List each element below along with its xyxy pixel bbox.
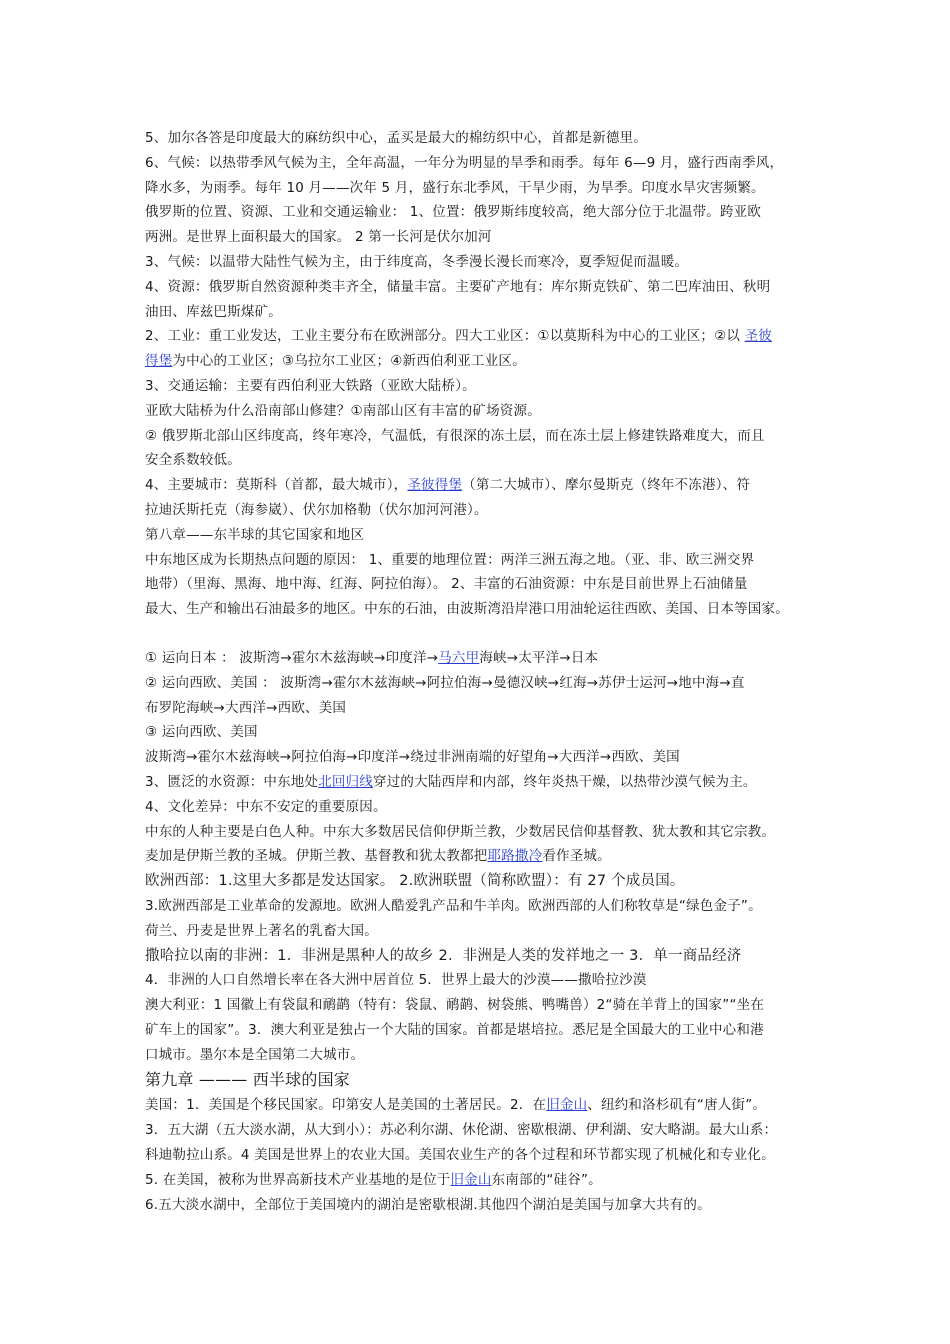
text-line: 布罗陀海峡→大西洋→西欧、美国 bbox=[145, 699, 347, 716]
hyperlink[interactable]: 圣彼得堡 bbox=[407, 477, 463, 494]
text-line: 油田、库兹巴斯煤矿。 bbox=[145, 303, 282, 320]
text-segment: 4、主要城市：莫斯科（首都，最大城市）， bbox=[145, 477, 408, 494]
text-line bbox=[145, 770, 815, 795]
hyperlink[interactable]: 旧金山 bbox=[546, 1097, 588, 1114]
text-line: ③ 运向西欧、美国 bbox=[145, 724, 258, 741]
text-line bbox=[145, 473, 815, 498]
text-segment: 3、匮泛的水资源：中东地处 bbox=[145, 773, 319, 790]
hyperlink[interactable]: 圣彼 bbox=[744, 328, 772, 345]
text-line: 两洲。是世界上面积最大的国家。 2 第一长河是伏尔加河 bbox=[145, 229, 492, 246]
text-line: 3、交通运输：主要有西伯利亚大铁路（亚欧大陆桥）。 bbox=[145, 377, 476, 394]
hyperlink[interactable]: 耶路撒冷 bbox=[487, 848, 543, 865]
text-line: 中东地区成为长期热点问题的原因： 1、重要的地理位置：两洋三洲五海之地。（亚、非、欧三洲交界 bbox=[145, 551, 755, 568]
text-line: 亚欧大陆桥为什么沿南部山修建？①南部山区有丰富的矿场资源。 bbox=[145, 402, 541, 419]
text-segment: 海峡→太平洋→日本 bbox=[479, 649, 599, 666]
text-line: 中东的人种主要是白色人种。中东大多数居民信仰伊斯兰教，少数居民信仰基督教、犹太教和其它宗教。 bbox=[145, 823, 776, 840]
text-line bbox=[145, 324, 815, 349]
text-line: 口城市。墨尔本是全国第二大城市。 bbox=[145, 1046, 365, 1063]
text-line: 4、文化差异：中东不安定的重要原因。 bbox=[145, 798, 387, 815]
text-line: 荷兰、丹麦是世界上著名的乳畜大国。 bbox=[145, 922, 378, 939]
text-line: 4、资源：俄罗斯自然资源种类丰齐全，储量丰富。主要矿产地有：库尔斯克铁矿、第二巴库油田、秋明 bbox=[145, 278, 771, 295]
text-segment: （第二大城市）、摩尔曼斯克（终年不冻港）、符 bbox=[462, 477, 751, 494]
text-line: 5、加尔各答是印度最大的麻纺织中心，孟买是最大的棉纺织中心，首都是新德里。 bbox=[145, 130, 647, 146]
text-segment: ① 运向日本 ： 波斯湾→霍尔木兹海峡→印度洋→ bbox=[145, 649, 439, 666]
text-line: 俄罗斯的位置、资源、工业和交通运输业： 1、位置：俄罗斯纬度较高，绝大部分位于北温带。跨亚欧 bbox=[145, 204, 762, 221]
text-segment: 麦加是伊斯兰教的圣城。伊斯兰教、基督教和犹太教都把 bbox=[145, 848, 488, 865]
text-line: 拉迪沃斯托克（海参崴）、伏尔加格勒（伏尔加河河港）。 bbox=[145, 501, 488, 518]
text-line: 波斯湾→霍尔木兹海峡→阿拉伯海→印度洋→绕过非洲南端的好望角→大西洋→西欧、美国 bbox=[145, 749, 680, 766]
text-segment: 2、工业：重工业发达，工业主要分布在欧洲部分。四大工业区：①以莫斯科为中心的工业区；②以 bbox=[145, 328, 745, 345]
text-line bbox=[145, 349, 815, 374]
text-line: 4．非洲的人口自然增长率在各大洲中居首位 5．世界上最大的沙漠——撒哈拉沙漠 bbox=[145, 972, 647, 989]
text-segment: 穿过的大陆西岸和内部，终年炎热干燥，以热带沙漠气候为主。 bbox=[373, 773, 757, 790]
text-line: 6、气候：以热带季风气候为主，全年高温，一年分为明显的旱季和雨季。每年 6—9 月，盛行西南季风， bbox=[145, 154, 784, 171]
text-line: 3.欧洲西部是工业革命的发源地。欧洲人酷爱乳产品和牛羊肉。欧洲西部的人们称牧草是“绿色金子”。 bbox=[145, 897, 762, 914]
text-line: 地带）（里海、黑海、地中海、红海、阿拉伯海）。 2、丰富的石油资源：中东是目前世界上石油储量 bbox=[145, 576, 748, 593]
hyperlink[interactable]: 得堡 bbox=[145, 353, 173, 370]
text-line: 降水多，为雨季。每年 10 月——次年 5 月，盛行东北季风，干旱少雨，为旱季。印度水旱灾害频繁。 bbox=[145, 179, 765, 196]
text-line: 澳大利亚：1 国徽上有袋鼠和鸸鹋（特有：袋鼠、鸸鹋、树袋熊、鸭嘴兽）2“骑在羊背上的国家”“坐在 bbox=[145, 997, 765, 1014]
text-segment: 看作圣城。 bbox=[542, 848, 611, 865]
text-line bbox=[145, 1168, 815, 1193]
text-line: 6.五大淡水湖中，全部位于美国境内的湖泊是密歇根湖.其他四个湖泊是美国与加拿大共有的。 bbox=[145, 1196, 711, 1213]
text-line: 矿车上的国家”。3．澳大利亚是独占一个大陆的国家。首都是堪培拉。悉尼是全国最大的工业中心和港 bbox=[145, 1021, 764, 1038]
text-segment: 、纽约和洛杉矶有“唐人街”。 bbox=[587, 1097, 767, 1114]
text-line: 3．五大湖（五大淡水湖，从大到小）：苏必利尔湖、休伦湖、密歇根湖、伊利湖、安大略湖。最大山系： bbox=[145, 1122, 778, 1139]
text-line: ② 俄罗斯北部山区纬度高，终年寒冷，气温低，有很深的冻土层，而在冻土层上修建铁路难度大，而且 bbox=[145, 427, 765, 444]
text-line: 3、气候：以温带大陆性气候为主，由于纬度高，冬季漫长漫长而寒冷，夏季短促而温暖。 bbox=[145, 253, 689, 270]
text-line: 撒哈拉以南的非洲：1．非洲是黑种人的故乡 2．非洲是人类的发祥地之一 3．单一商品经济 bbox=[145, 947, 742, 964]
chapter-heading: 第九章 ——— 西半球的国家 bbox=[145, 1070, 350, 1090]
text-line: 安全系数较低。 bbox=[145, 452, 241, 469]
text-line: 最大、生产和输出石油最多的地区。中东的石油，由波斯湾沿岸港口用油轮运往西欧、美国、日本等国家。 bbox=[145, 601, 789, 618]
hyperlink[interactable]: 马六甲 bbox=[438, 649, 480, 666]
text-segment: 为中心的工业区；③乌拉尔工业区；④新西伯利亚工业区。 bbox=[172, 353, 526, 370]
hyperlink[interactable]: 北回归线 bbox=[318, 773, 374, 790]
text-segment: 美国：1．美国是个移民国家。印第安人是美国的土著居民。2．在 bbox=[145, 1097, 547, 1114]
text-segment: 东南部的“硅谷”。 bbox=[491, 1171, 602, 1188]
text-line bbox=[145, 1093, 815, 1118]
hyperlink[interactable]: 旧金山 bbox=[450, 1171, 492, 1188]
text-line: ② 运向西欧、美国 ： 波斯湾→霍尔木兹海峡→阿拉伯海→曼德汉峡→红海→苏伊士运河→地中海→直 bbox=[145, 674, 745, 691]
text-line: 第八章——东半球的其它国家和地区 bbox=[145, 526, 365, 543]
text-line: 科迪勒拉山系。4 美国是世界上的农业大国。美国农业生产的各个过程和环节都实现了机械化和专业化。 bbox=[145, 1147, 775, 1164]
document-body bbox=[145, 126, 815, 1217]
text-segment: 5. 在美国，被称为世界高新技术产业基地的是位于 bbox=[145, 1171, 451, 1188]
text-line bbox=[145, 646, 815, 671]
text-line: 欧洲西部：1.这里大多都是发达国家。 2.欧洲联盟（简称欧盟）：有 27 个成员国。 bbox=[145, 873, 685, 890]
text-line bbox=[145, 844, 815, 869]
